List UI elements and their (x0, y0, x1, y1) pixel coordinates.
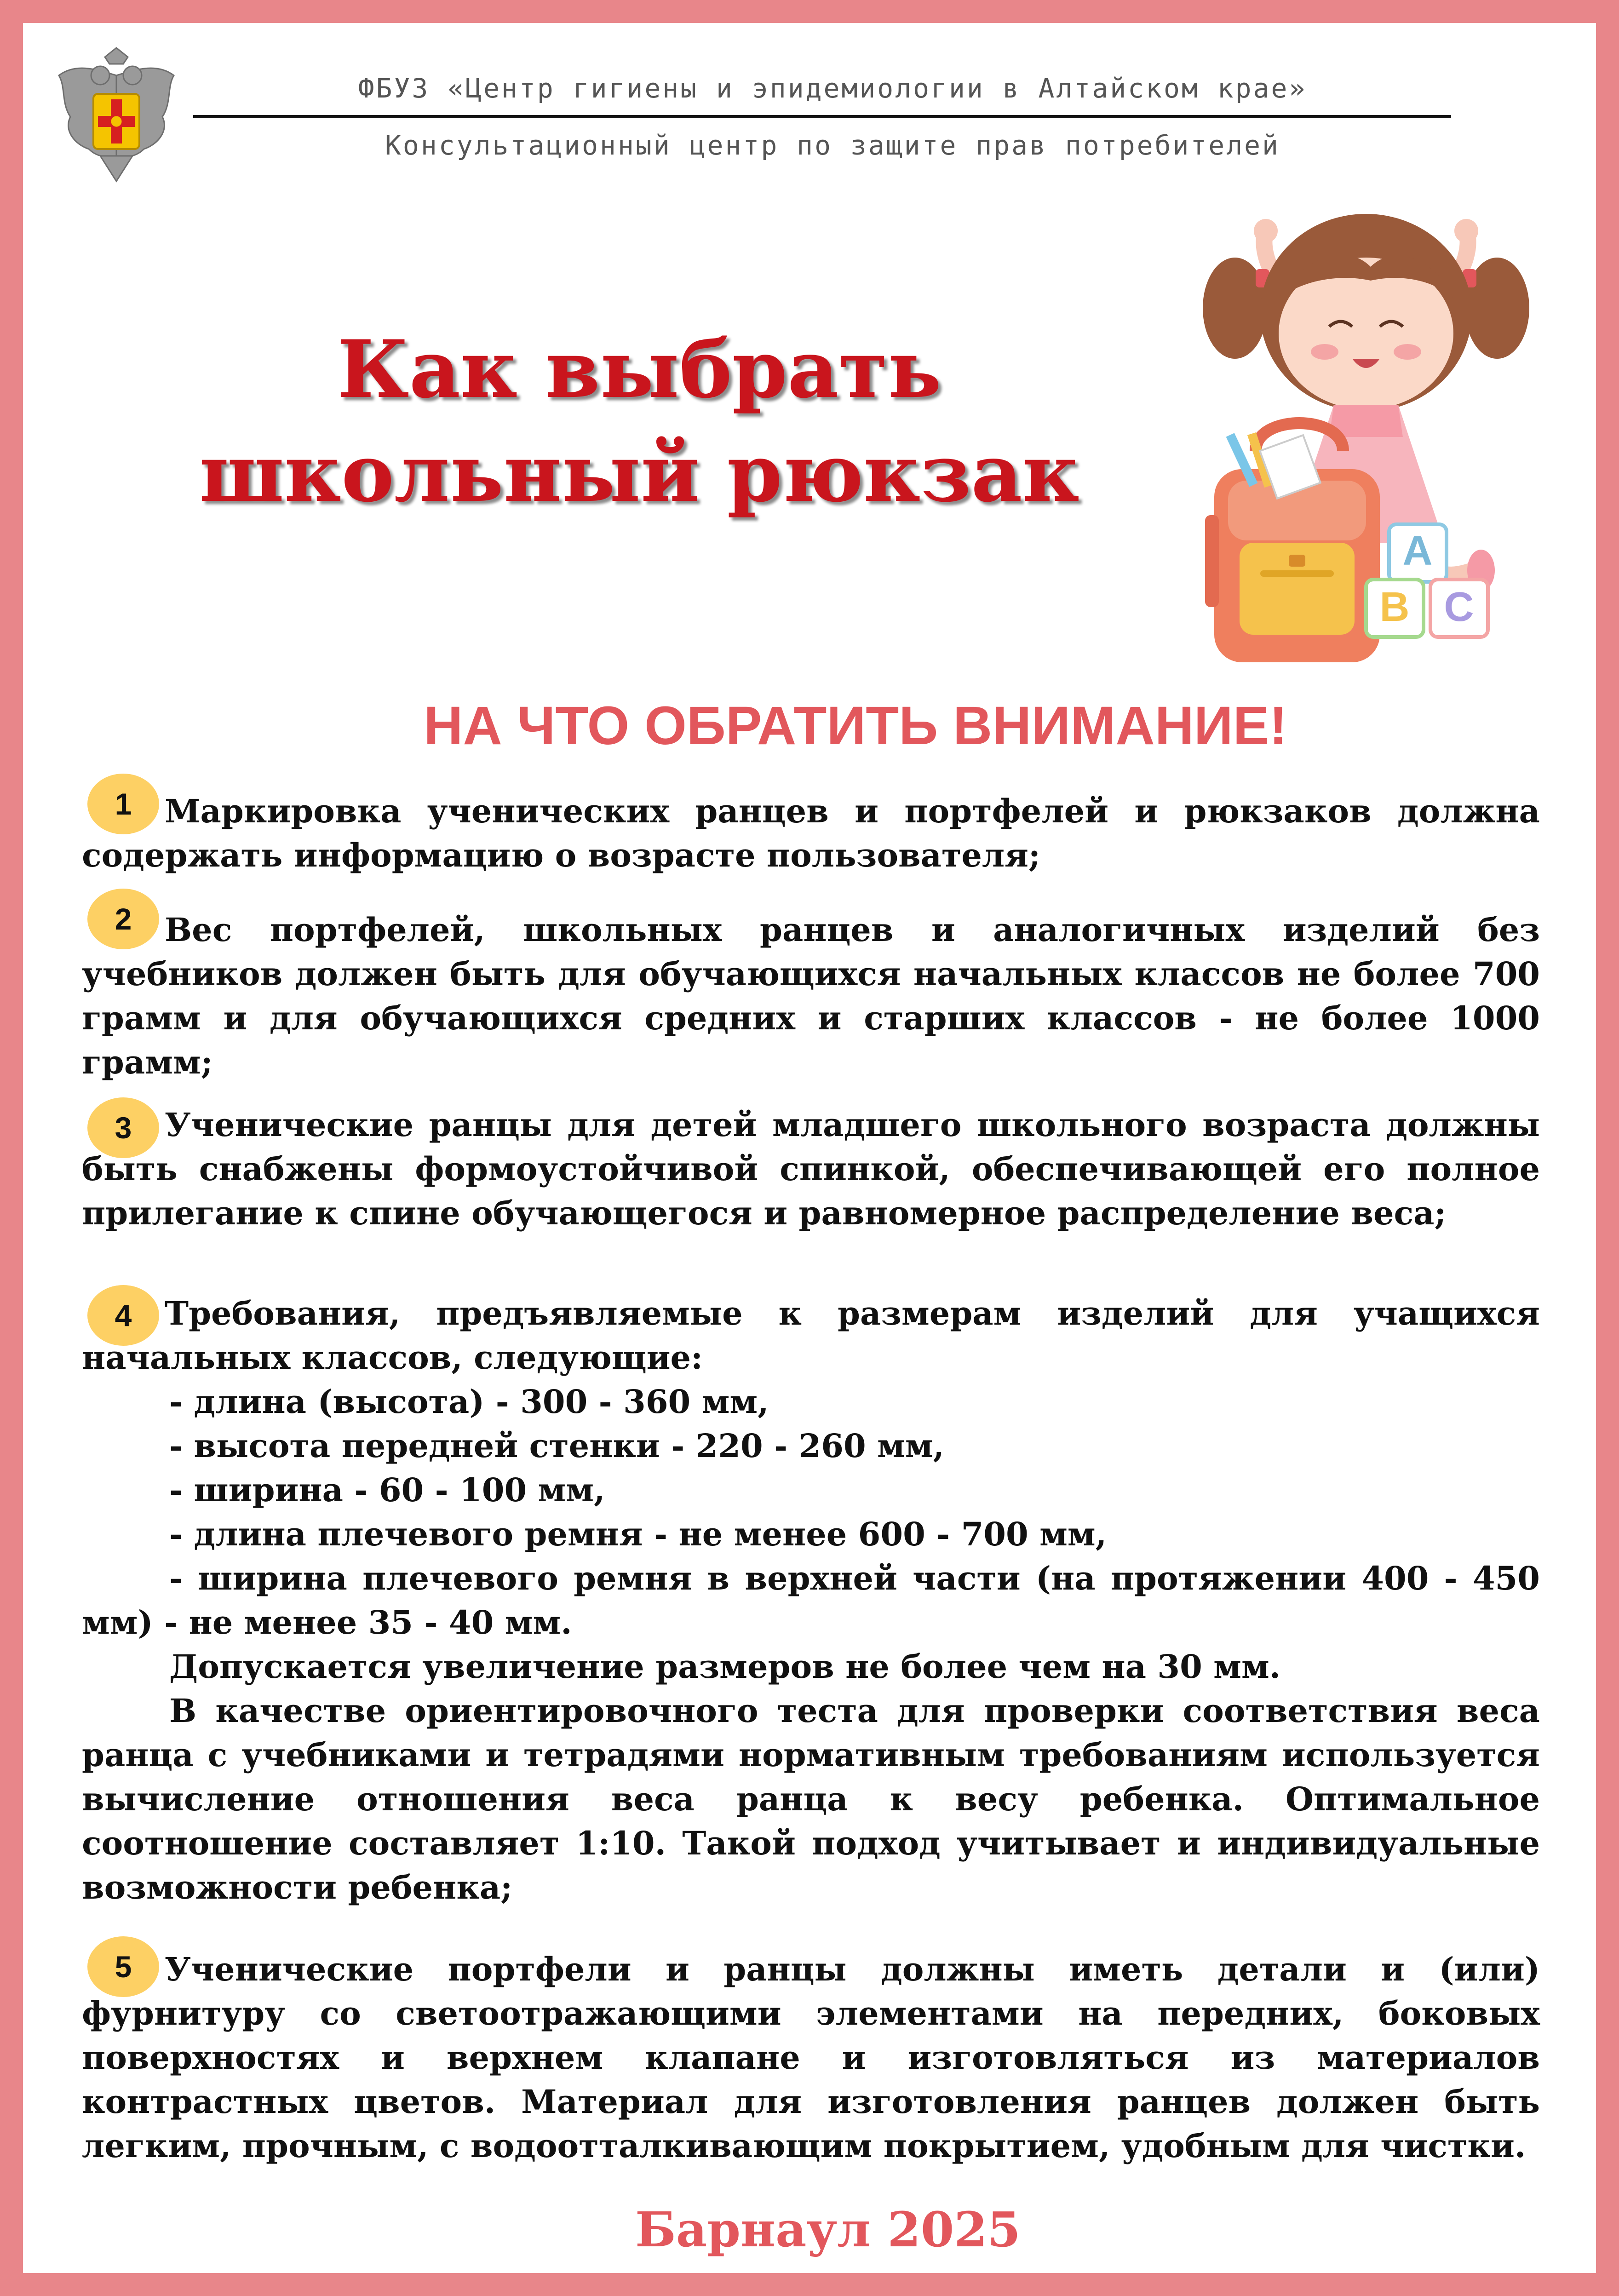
item-2-text: Вес портфелей, школьных ранцев и аналогичных изделий без учебников должен быть для обучающихся начальных классов не более 700 грамм и для обучающихся средних и старших классов - не более 1000 грамм; (82, 911, 1540, 1081)
size-width: - ширина - 60 - 100 мм, (169, 1471, 605, 1509)
item-3-text: Ученические ранцы для детей младшего школьного возраста должны быть снабжены формоустойчивой спинкой, обеспечивающей его полное прилегание к спине обучающегося и равномерное распределение веса; (82, 1106, 1540, 1232)
item-number-badge: 1 (87, 774, 159, 834)
footer-city-year: Барнаул 2025 (635, 2201, 1021, 2258)
title-line-2: школьный рюкзак (199, 426, 1079, 520)
attention-heading: НА ЧТО ОБРАТИТЬ ВНИМАНИЕ! (424, 695, 1287, 756)
girl-with-backpack-illustration (1187, 175, 1545, 676)
poster-title (115, 317, 1164, 525)
size-increase-note: Допускается увеличение размеров не более чем на 30 мм. (169, 1647, 1281, 1686)
size-strap-length: - длина плечевого ремня - не менее 600 - 700 мм, (169, 1515, 1107, 1553)
poster-sheet (23, 23, 1596, 2273)
item-number-badge: 4 (87, 1285, 159, 1346)
item-number-badge: 5 (87, 1936, 159, 1997)
weight-test-note: В качестве ориентировочного теста для проверки соответствия веса ранца с учебниками и тетрадями нормативным требованиям используется вычисление отношения веса ранца к весу ребенка. Оптимальное соотношение составляет 1:10. Такой подход учитывает и индивидуальные возможности ребенка; (82, 1692, 1540, 1906)
svg-text:B: B (1379, 584, 1410, 630)
item-number-badge: 3 (87, 1097, 159, 1158)
rospotrebnadzor-emblem-icon (50, 43, 183, 186)
organization-name: ФБУЗ «Центр гигиены и эпидемиологии в Алтайском крае» (358, 73, 1307, 104)
title-line-1: Как выбрать (337, 322, 942, 416)
header-divider (193, 115, 1451, 118)
size-strap-width: - ширина плечевого ремня в верхней части (на протяжении 400 - 450 мм) - не менее 35 - 40 мм. (82, 1559, 1540, 1642)
size-length: - длина (высота) - 300 - 360 мм, (169, 1383, 769, 1421)
svg-text:C: C (1444, 584, 1474, 630)
item-5-text: Ученические портфели и ранцы должны иметь детали и (или) фурнитуру со светоотражающими элементами на передних, боковых поверхностях и верхнем клапане и изготовляться из материалов контрастных цветов. Материал для изготовления ранцев должен быть легким, прочным, с водоотталкивающим покрытием, удобным для чистки. (82, 1950, 1540, 2165)
item-1-text: Маркировка ученических ранцев и портфелей и рюкзаков должна содержать информацию о возрасте пользователя; (82, 792, 1540, 874)
item-number-badge: 2 (87, 889, 159, 949)
size-front-wall: - высота передней стенки - 220 - 260 мм, (169, 1427, 945, 1465)
item-4-text: Требования, предъявляемые к размерам изделий для учащихся начальных классов, следующие: - длина (высота) - 300 - 360 мм, - высота передней стенки - 220 - 260 мм, - ширина - 60 - 100 мм, - длина плечевого ремня - не менее 600 - 700 мм, - ширина плечевого ремня в верхней части (на протяжении 400 - 450 мм) - не менее 35 - 40 мм. Допускается увеличение размеров не более чем на 30 мм. В качестве ориентировочного теста для проверки соответствия веса ранца с учебниками и тетрадями нормативным требованиям используется вычисление отношения веса ранца к весу ребенка. Оптимальное соотношение составляет 1:10. Такой подход учитывает и индивидуальные возможности ребенка; (82, 1292, 1540, 1910)
organization-subtitle: Консультационный центр по защите прав потребителей (385, 130, 1280, 161)
svg-text:A: A (1402, 528, 1433, 574)
